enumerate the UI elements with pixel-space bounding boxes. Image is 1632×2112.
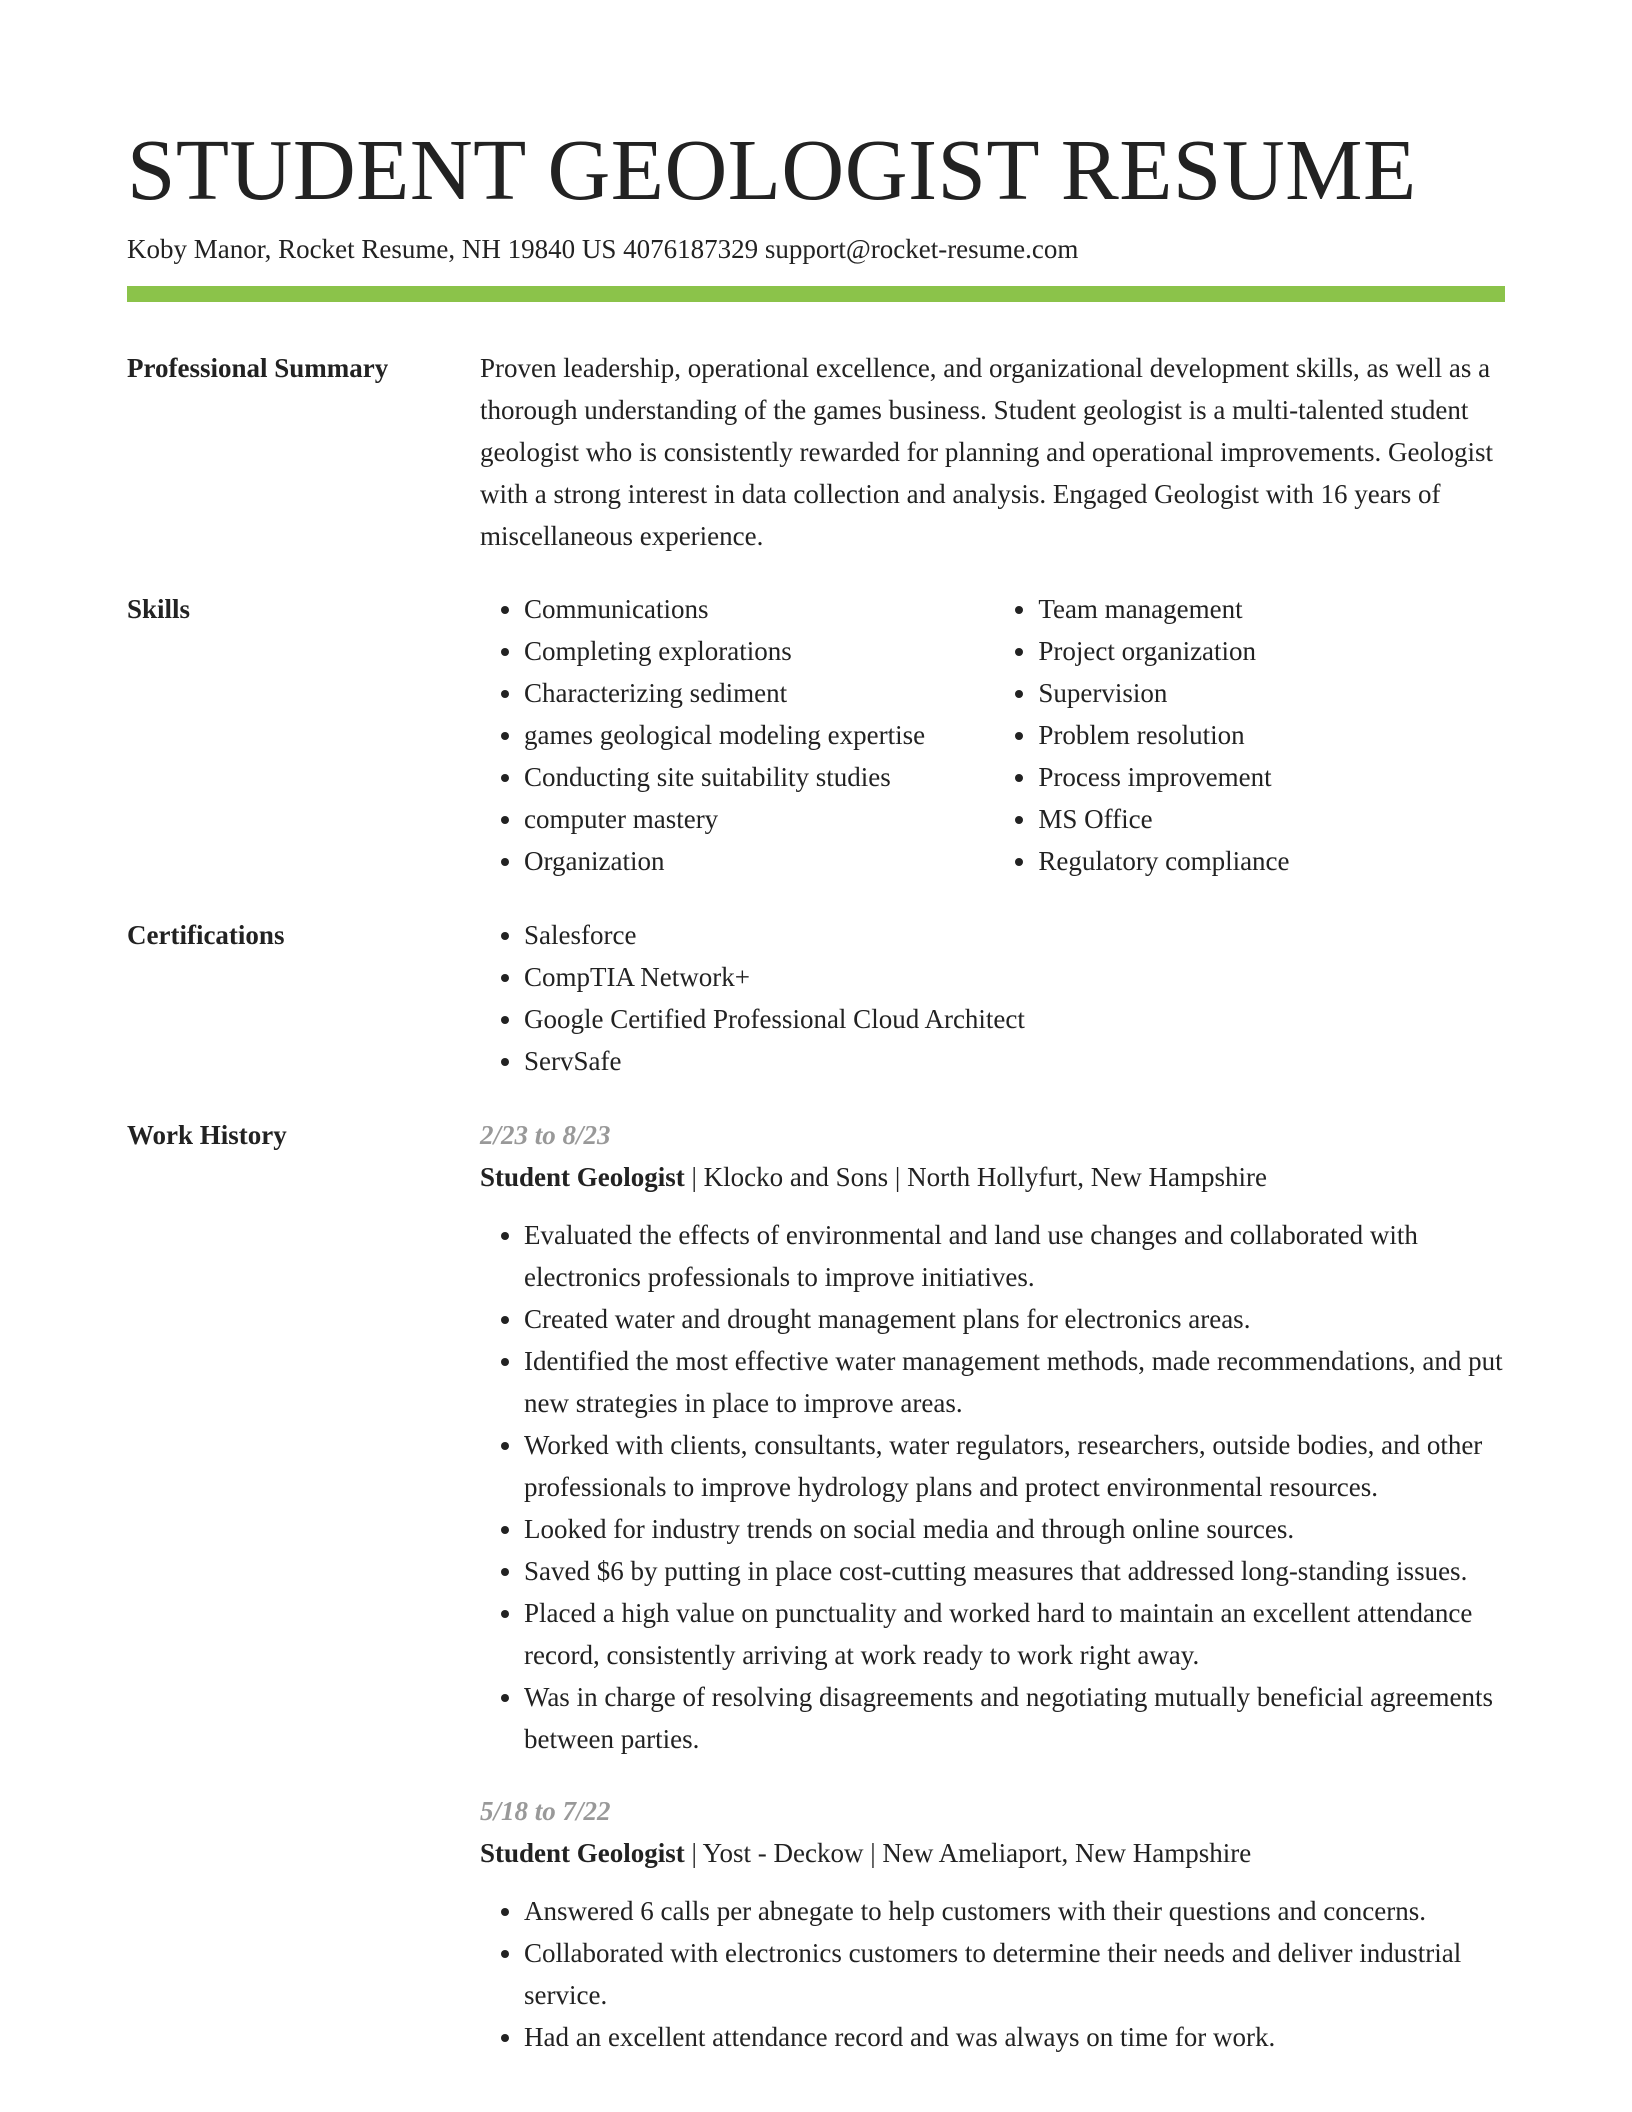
skill-item: • MS Office [1038,798,1505,840]
header-divider [127,286,1505,302]
job-bullet: • Evaluated the effects of environmental and land use changes and collaborated with electronics professionals to improve initiatives. [524,1214,1505,1298]
job-employer-location: | Klocko and Sons | North Hollyfurt, New Hampshire [684,1162,1268,1192]
job-bullet: • Saved $6 by putting in place cost-cutting measures that addressed long-standing issues. [524,1550,1505,1592]
job-entry [480,1114,1505,1760]
job-bullet: • Placed a high value on punctuality and worked hard to maintain an excellent attendance record, consistently arriving at work ready to work right away. [524,1592,1505,1676]
summary-body [480,347,1505,557]
job-heading [480,1156,1505,1198]
job-bullet: • Was in charge of resolving disagreements and negotiating mutually beneficial agreements between parties. [524,1676,1505,1760]
skills-label: Skills [127,594,191,624]
skills-list-left [480,588,994,882]
certification-item: • ServSafe [524,1040,1505,1082]
job-bullet-list [480,1214,1505,1760]
skill-item: • Conducting site suitability studies [524,756,994,798]
skill-item: • Completing explorations [524,630,994,672]
skill-item: • Organization [524,840,994,882]
skill-item: • games geological modeling expertise [524,714,994,756]
skill-item: • Project organization [1038,630,1505,672]
skill-item: • Regulatory compliance [1038,840,1505,882]
skill-item: • Characterizing sediment [524,672,994,714]
skill-item: • Process improvement [1038,756,1505,798]
skills-list-right [994,588,1505,882]
job-dates: 5/18 to 7/22 [480,1796,611,1826]
summary-label: Professional Summary [127,353,389,383]
skill-item: • Team management [1038,588,1505,630]
skill-item: • computer mastery [524,798,994,840]
certification-item: • CompTIA Network+ [524,956,1505,998]
job-bullet: • Answered 6 calls per abnegate to help customers with their questions and concerns. [524,1890,1505,1932]
skill-item: • Problem resolution [1038,714,1505,756]
job-dates: 2/23 to 8/23 [480,1120,611,1150]
skills-body [480,588,1505,882]
certifications-label: Certifications [127,920,285,950]
contact-line: Koby Manor, Rocket Resume, NH 19840 US 4076187329 support@rocket-resume.com [127,234,1079,264]
job-title: Student Geologist [480,1838,685,1868]
job-bullet: • Looked for industry trends on social media and through online sources. [524,1508,1505,1550]
certification-item: • Google Certified Professional Cloud Architect [524,998,1505,1040]
job-bullet: • Had an excellent attendance record and was always on time for work. [524,2016,1505,2058]
work-history-label: Work History [127,1120,287,1150]
job-heading [480,1832,1505,1874]
skill-item: • Communications [524,588,994,630]
job-bullet: • Identified the most effective water management methods, made recommendations, and put new strategies in place to improve areas. [524,1340,1505,1424]
work-history-body [480,1114,1505,2058]
job-title: Student Geologist [480,1162,685,1192]
job-bullet: • Worked with clients, consultants, water regulators, researchers, outside bodies, and other professionals to improve hydrology plans and protect environmental resources. [524,1424,1505,1508]
job-bullet: • Created water and drought management plans for electronics areas. [524,1298,1505,1340]
resume-title: STUDENT GEOLOGIST RESUME [127,121,1417,218]
certification-item: • Salesforce [524,914,1505,956]
job-bullet-list [480,1890,1505,2058]
certifications-body [480,914,1505,1082]
skill-item: • Supervision [1038,672,1505,714]
certifications-list [480,914,1505,1082]
job-bullet: • Collaborated with electronics customers to determine their needs and deliver industrial service. [524,1932,1505,2016]
job-entry [480,1790,1505,2058]
summary-text: Proven leadership, operational excellence, and organizational development skills, as well as a thorough understanding of the games business. Student geologist is a multi-talented student geologist who is consistently rewarded for planning and operational improvements. Geologist with a strong interest in data collection and analysis. Engaged Geologist with 16 years of miscellaneous experience. [480,353,1494,551]
job-employer-location: | Yost - Deckow | New Ameliaport, New Hampshire [684,1838,1252,1868]
